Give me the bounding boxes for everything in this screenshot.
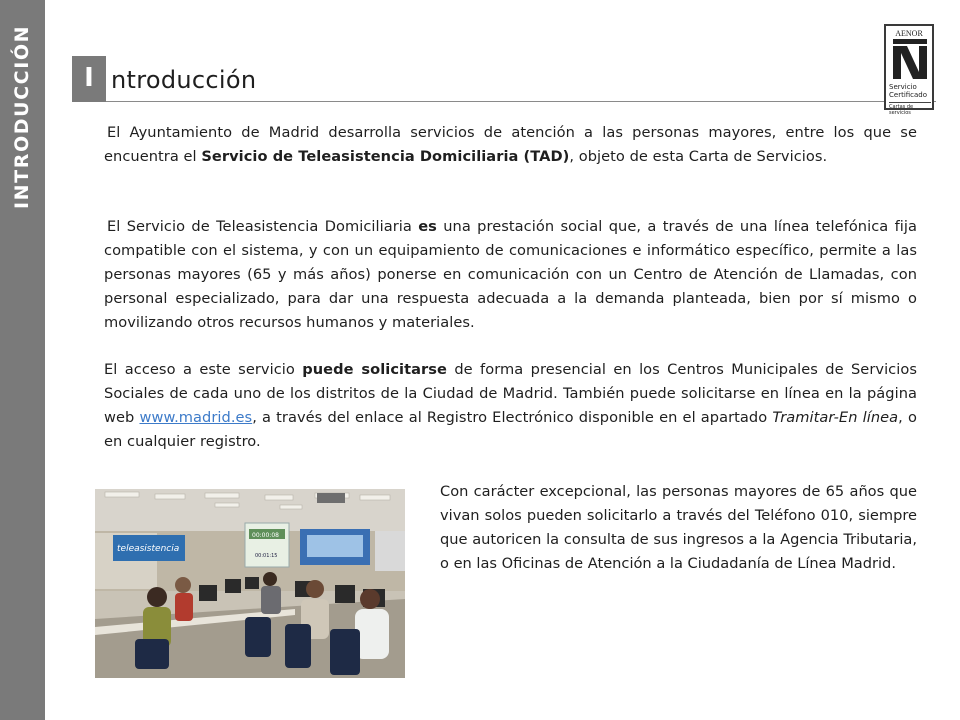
p2-text-c: una prestación social que, a través de una línea telefónica fija compatible con el sistema, y con un equipamiento de comunicaciones e informático específico, permite a las personas mayores (65 y más años) ponerse en comunicación con un Centro de Atención de Llamadas, con personal especializado, para dar una respuesta adecuada a la demanda planteada, bien por sí mismo o movilizando otros recursos humanos y materiales.: [104, 218, 917, 331]
paragraph-2: [104, 215, 917, 335]
photo-screen-counter: 00:01:15: [255, 553, 278, 559]
call-center-photo: [95, 489, 405, 678]
sidebar-title: INTRODUCCIÓN: [11, 24, 33, 209]
logo-brand: AENOR: [895, 29, 923, 38]
logo-line-2: Certificado: [889, 91, 928, 99]
title-divider: [106, 101, 936, 102]
logo-caption: [889, 83, 927, 99]
paragraph-4: Con carácter excepcional, las personas mayores de 65 años que vivan solos pueden solicitarlo a través del Teléfono 010, siempre que autoricen la consulta de sus ingresos a la Agencia Tributaria, o en las Oficinas de Atención a la Ciudadanía de Línea Madrid.: [440, 483, 917, 572]
logo-line-1: Servicio: [889, 83, 917, 91]
p3-text-f: , o en cualquier registro.: [104, 409, 917, 450]
paragraph-1: [104, 121, 917, 169]
p2-text-a: El Servicio de Teleasistencia Domiciliaria: [107, 218, 419, 235]
logo-line-3: Cartas de servicios: [889, 102, 931, 116]
photo-screen-clock: 00:00:08: [252, 532, 279, 539]
p1-text-c: , objeto de esta Carta de Servicios.: [569, 148, 828, 165]
sidebar: [0, 0, 45, 720]
madrid-website-link[interactable]: www.madrid.es: [139, 409, 253, 426]
p3-bold: puede solicitarse: [302, 361, 447, 378]
paragraph-3: [104, 358, 917, 454]
aenor-n-mark-icon: [893, 39, 927, 79]
p1-bold: Servicio de Teleasistencia Domiciliaria (TAD): [201, 148, 570, 165]
p3-text-d: , a través del enlace al Registro Electrónico disponible en el apartado: [252, 409, 773, 426]
p1-text-a: El Ayuntamiento de Madrid desarrolla servicios de atención a las personas mayores, entre los que se encuentra el: [104, 124, 917, 165]
p2-bold: es: [418, 218, 437, 235]
photo-screen-brand: teleasistencia: [117, 544, 180, 554]
call-center-illustration: [95, 489, 405, 678]
p3-text-c: de forma presencial en los Centros Municipales de Servicios Sociales de cada uno de los distritos de la Ciudad de Madrid. También puede solicitarse en línea en la página web: [104, 361, 917, 426]
title-initial-box: I: [72, 56, 106, 102]
page-title: ntroducción: [111, 66, 257, 94]
p3-text-a: El acceso a este servicio: [104, 361, 303, 378]
aenor-logo: [884, 24, 934, 116]
p3-italic: Tramitar-En línea: [772, 409, 899, 426]
